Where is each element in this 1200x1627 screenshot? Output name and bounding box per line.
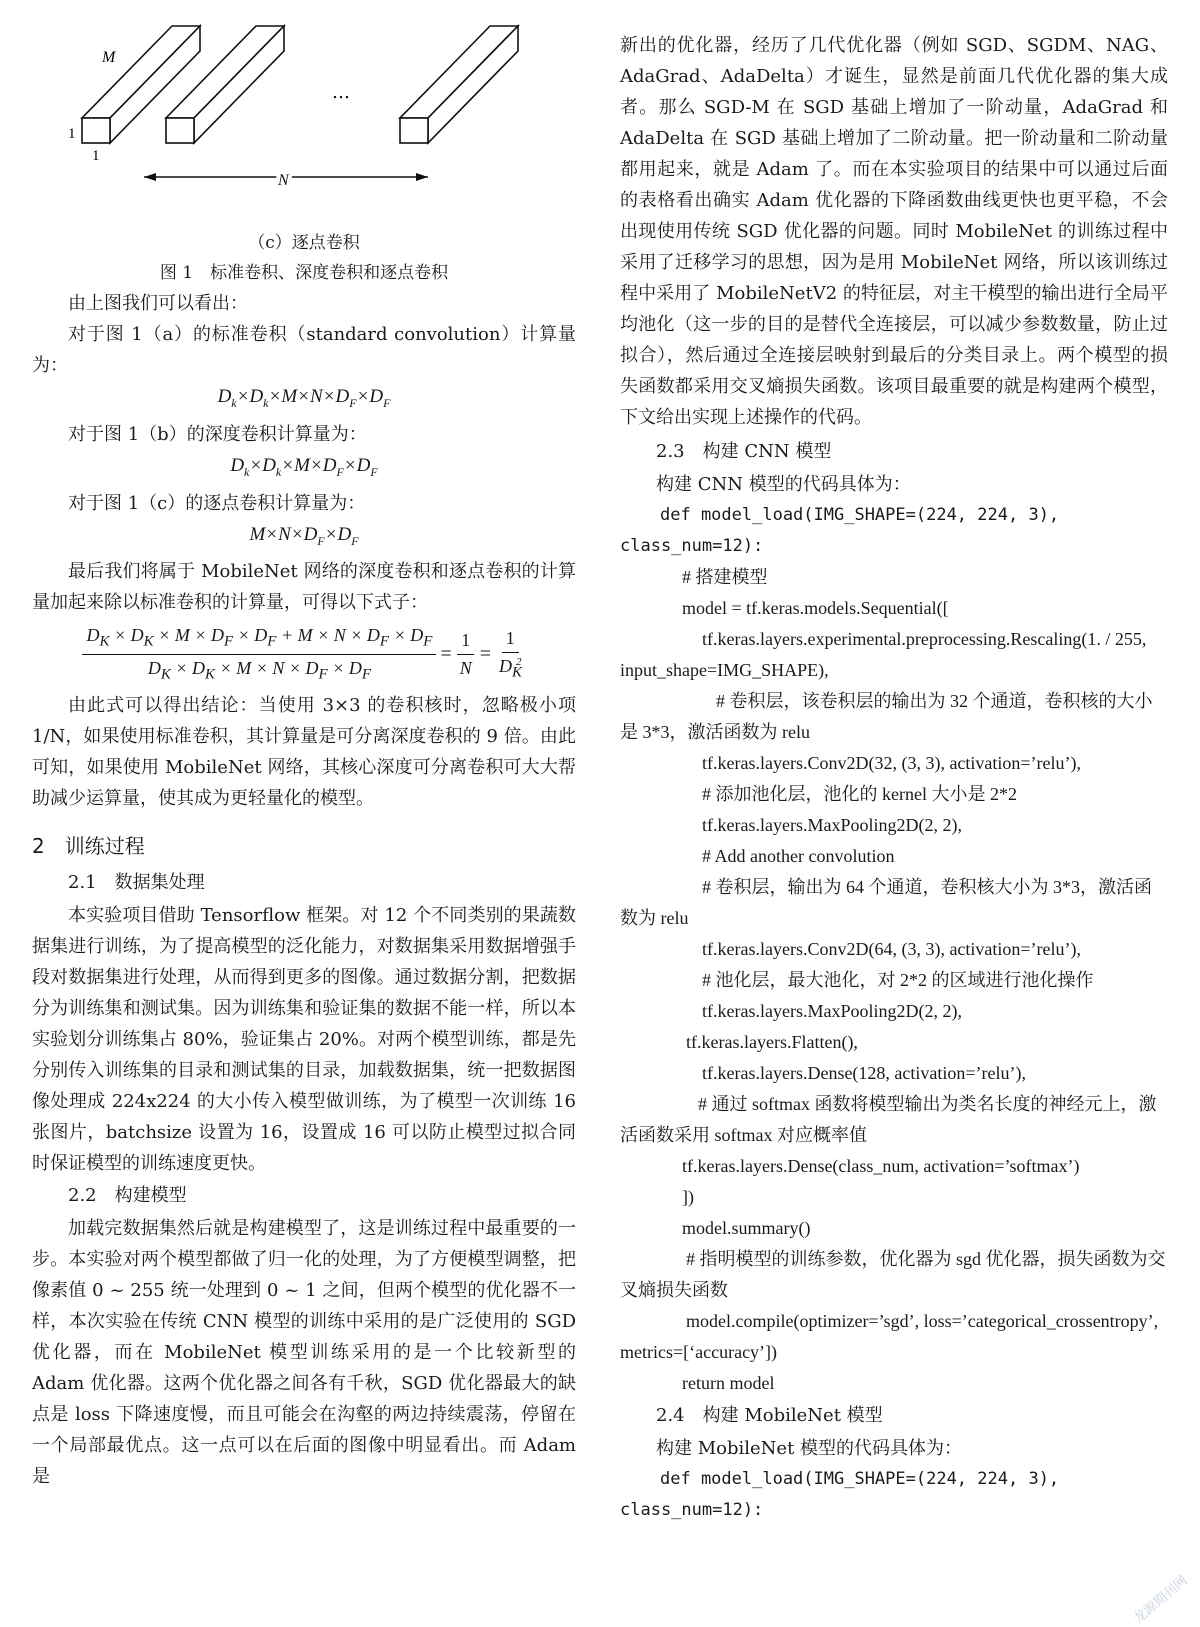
subsection-heading: 2.3 构建 CNN 模型 — [656, 441, 832, 462]
left-column — [32, 0, 576, 1492]
watermark-logo: 龙源期刊网 — [1131, 1573, 1191, 1627]
code-comment: # 指明模型的训练参数，优化器为 sgd 优化器，损失函数为交叉熵损失函数 — [620, 1249, 1166, 1300]
code-line: tf.keras.layers.Dense(class_num, activation=’softmax’) — [682, 1156, 1080, 1176]
right-column — [620, 30, 1168, 1526]
code-comment: # 搭建模型 — [682, 567, 768, 587]
code-comment: # 卷积层，该卷积层的输出为 32 个通道，卷积核的大小是 3*3，激活函数为 relu — [620, 691, 1153, 742]
section-heading: 2 训练过程 — [32, 834, 145, 859]
code-comment: # 卷积层，输出为 64 个通道，卷积核大小为 3*3，激活函数为 relu — [620, 877, 1152, 928]
label-ellipsis: … — [332, 82, 350, 103]
paragraph: 本实验项目借助 Tensorflow 框架。对 12 个不同类别的果蔬数据集进行训练，为了提高模型的泛化能力，对数据集采用数据增强手段对数据集进行处理，从而得到更多的图像。通过数据分割，把数据分为训练集和测试集。因为训练集和验证集的数据不能一样，所以本实验划分训练集占 80%，验证集占 20%。对两个模型训练，都是先分别传入训练集的目录和测试集的目录，加载数据集，统一把数据图像处理成 224x224 的大小传入模型做训练，为了模型一次训练 16 张图片，batchsize 设置为 16，设置成 16 可以防止模型过拟合同时保证模型的训练速度更快。 — [32, 905, 576, 1175]
code-comment: # 通过 softmax 函数将模型输出为类名长度的神经元上，激活函数采用 softmax 对应概率值 — [620, 1094, 1157, 1145]
paragraph: 对于图 1（c）的逐点卷积计算量为： — [68, 492, 366, 514]
paragraph: 对于图 1（a）的标准卷积（standard convolution）计算量为： — [32, 324, 576, 376]
paragraph: 对于图 1（b）的深度卷积计算量为： — [68, 423, 367, 445]
code-line: tf.keras.layers.Conv2D(32, (3, 3), activation=’relu’), — [702, 753, 1082, 773]
paragraph: 构建 MobileNet 模型的代码具体为： — [656, 1438, 963, 1459]
code-line: ]) — [682, 1187, 694, 1207]
subsection-heading: 2.2 构建模型 — [68, 1185, 187, 1207]
code-comment: # Add another convolution — [702, 846, 895, 866]
paragraph: 加载完数据集然后就是构建模型了，这是训练过程中最重要的一步。本实验对两个模型都做了归一化的处理，为了方便模型调整，把像素值 0 ~ 255 统一处理到 0 ~ 1 之间，但两个模型的优化器不一样，本次实验在传统 CNN 模型的训练中采用的是广泛使用的 SGD 优化器，而在 MobileNet 模型训练采用的是一个比较新型的 Adam 优化器。这两个优化器之间各有千秋，SGD 优化器最大的缺点是 loss 下降速度慢，而且可能会在沟壑的两边持续震荡，停留在一个局部最优点。这一点可以在后面的图像中明显看出。而 Adam 是 — [32, 1218, 576, 1488]
subsection-heading: 2.1 数据集处理 — [68, 872, 205, 894]
label-one-height: 1 — [68, 126, 76, 142]
code-line: tf.keras.layers.MaxPooling2D(2, 2), — [702, 1001, 962, 1021]
equation-depthwise: $D_k\times D_k\times M\times D_F\times D_F$ — [230, 454, 378, 479]
ratio-equation: $\frac{D_K \times D_K \times M \times D_F \times D_F + M \times N \times D_F \times D_F}{D_K \times D_K \times M \times N \times D_F \times D_F}$ = $\frac{1}{N}$ = $\frac{1}{D_K^2}$ — [32, 618, 576, 690]
code-line: tf.keras.layers.Dense(128, activation=’relu’), — [702, 1063, 1027, 1083]
paragraph: 最后我们将属于 MobileNet 网络的深度卷积和逐点卷积的计算量加起来除以标准卷积的计算量，可得以下式子： — [32, 561, 576, 614]
code-line: tf.keras.layers.Conv2D(64, (3, 3), activation=’relu’), — [702, 939, 1082, 959]
code-comment: # 添加池化层，池化的 kernel 大小是 2*2 — [702, 784, 1017, 804]
code-line: model.compile(optimizer=’sgd’, loss=’categorical_crossentropy’, metrics=[‘accuracy’]) — [620, 1311, 1159, 1362]
code-line: tf.keras.layers.MaxPooling2D(2, 2), — [702, 815, 962, 835]
subfigure-caption: （c）逐点卷积 — [248, 233, 360, 253]
code-comment: # 池化层，最大池化，对 2*2 的区域进行池化操作 — [702, 970, 1094, 990]
code-line: tf.keras.layers.experimental.preprocessing.Rescaling(1. / 255, input_shape=IMG_SHAPE), — [620, 629, 1147, 680]
label-one-width: 1 — [92, 148, 100, 164]
equation-standard: $D_k\times D_k\times M\times N\times D_F\times D_F$ — [217, 386, 391, 410]
paragraph: 由此式可以得出结论：当使用 3×3 的卷积核时，忽略极小项 1/N，如果使用标准卷积，其计算量是可分离深度卷积的 9 倍。由此可知，如果使用 MobileNet 网络，其核心深度可分离卷积可大大帮助减少运算量，使其成为更轻量化的模型。 — [32, 695, 576, 810]
paragraph: 由上图我们可以看出： — [68, 293, 248, 314]
figure-caption: 图 1 标准卷积、深度卷积和逐点卷积 — [159, 263, 449, 283]
label-n: N — [278, 172, 289, 189]
code-line: model.summary() — [682, 1218, 811, 1238]
label-m: M — [102, 49, 116, 66]
equation-pointwise: $M\times N\times D_F\times D_F$ — [249, 523, 359, 548]
code-line: tf.keras.layers.Flatten(), — [686, 1032, 858, 1052]
paragraph: 新出的优化器，经历了几代优化器（例如 SGD、SGDM、NAG、AdaGrad、AdaDelta）才诞生，显然是前面几代优化器的集大成者。那么 SGD-M 在 SGD 基础上增加了一阶动量，AdaGrad 和 AdaDelta 在 SGD 基础上增加了二阶动量。把一阶动量和二阶动量都用起来，就是 Adam 了。而在本实验项目的结果中可以通过后面的表格看出确实 Adam 优化器的下降函数曲线更快也更平稳，不会出现使用传统 SGD 优化器的问题。同时 MobileNet 的训练过程中采用了迁移学习的思想，因为是用 MobileNet 网络，所以该训练过程中采用了 MobileNetV2 的特征层，对主干模型的输出进行全局平均池化（这一步的目的是替代全连接层，可以减少参数数量，防止过拟合），然后通过全连接层映射到最后的分类目录上。两个模型的损失函数都采用交叉熵损失函数。该项目最重要的就是构建两个模型，下文给出实现上述操作的代码。 — [620, 35, 1168, 428]
code-line: def model_load(IMG_SHAPE=(224, 224, 3), class_num=12): — [620, 1469, 1060, 1520]
code-line: def model_load(IMG_SHAPE=(224, 224, 3), class_num=12): — [620, 505, 1060, 556]
paragraph: 构建 CNN 模型的代码具体为： — [656, 474, 911, 495]
code-line: return model — [682, 1373, 775, 1393]
code-line: model = tf.keras.models.Sequential([ — [682, 598, 949, 618]
pointwise-conv-figure — [32, 0, 576, 230]
subsection-heading: 2.4 构建 MobileNet 模型 — [656, 1405, 883, 1426]
